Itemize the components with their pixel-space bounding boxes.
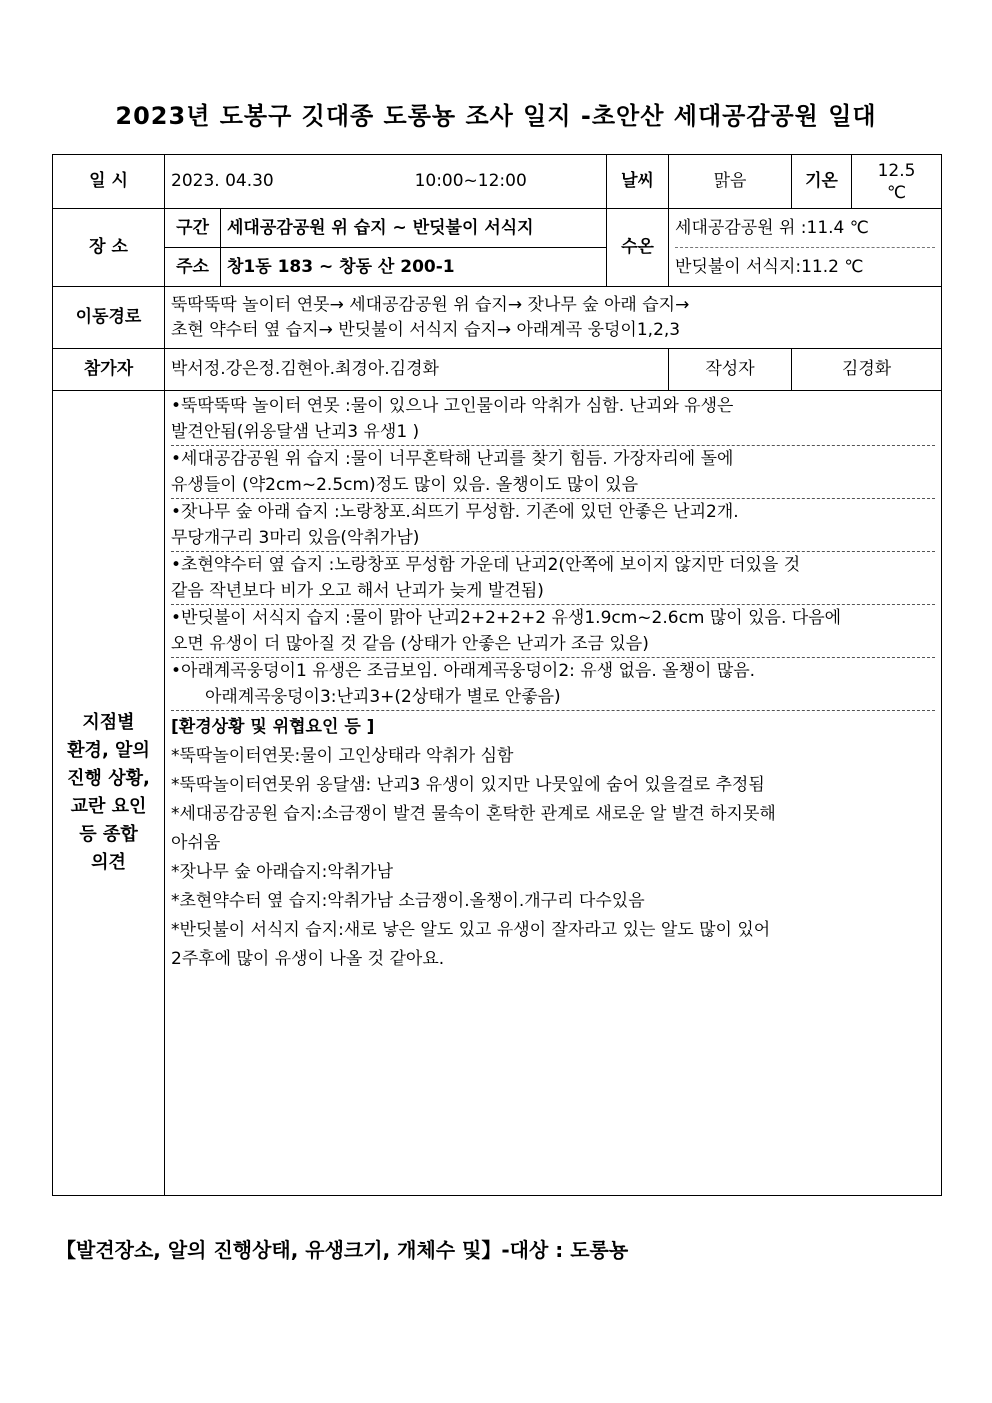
observations-label-line: 지점별	[82, 712, 135, 733]
airtemp-cell	[852, 155, 942, 209]
observation-line: •아래계곡웅덩이1 유생은 조금보임. 아래계곡웅덩이2: 유생 없음. 올챙이 많음.	[171, 661, 756, 681]
section-value: 세대공감공원 위 습지 ~ 반딧불이 서식지	[221, 209, 607, 248]
observation-line: •뚝딱뚝딱 놀이터 연못 :물이 있으나 고인물이라 악취가 심함. 난괴와 유생은	[171, 396, 734, 416]
observation-item	[171, 498, 935, 551]
weather-value: 맑음	[669, 155, 792, 209]
observation-item	[171, 551, 935, 604]
section-label: 구간	[165, 209, 221, 248]
watertemp-cell	[669, 209, 942, 287]
footer-caption: 【발견장소, 알의 진행상태, 유생크기, 개체수 및】-대상 : 도롱뇽	[56, 1238, 629, 1262]
participants-names: 박서정.강은정.김현아.최경아.김경화	[165, 349, 669, 391]
route-row	[53, 287, 942, 349]
route-line-2: 초현 약수터 옆 습지→ 반딧불이 서식지 습지→ 아래계곡 웅덩이1,2,3	[171, 319, 681, 340]
env-section	[171, 710, 935, 974]
author-label: 작성자	[669, 349, 792, 391]
location-label: 장 소	[53, 209, 165, 287]
observation-item	[171, 393, 935, 445]
observation-line: •반딧불이 서식지 습지 :물이 맑아 난괴2+2+2+2 유생1.9cm~2.6cm 많이 있음. 다음에	[171, 608, 842, 628]
observation-line: 아래계곡웅덩이3:난괴3+(2상태가 별로 안좋음)	[205, 687, 561, 707]
observation-line: 오면 유생이 더 많아질 것 같음 (상태가 안좋은 난괴가 조금 있음)	[171, 634, 649, 654]
env-line: *잣나무 숲 아래습지:악취가남	[171, 862, 394, 882]
observation-item	[171, 657, 935, 710]
route-label: 이동경로	[53, 287, 165, 349]
watertemp-1: 세대공감공원 위 :11.4 ℃	[675, 209, 935, 248]
participants-label: 참가자	[53, 349, 165, 391]
participants-row	[53, 349, 942, 391]
page-title: 2023년 도봉구 깃대종 도롱뇽 조사 일지 -초안산 세대공감공원 일대	[115, 102, 877, 130]
location-row-section	[53, 209, 942, 248]
observations-label-line: 교란 요인	[70, 796, 147, 817]
address-value: 창1동 183 ~ 창동 산 200-1	[221, 248, 607, 287]
airtemp-unit: ℃	[886, 182, 907, 203]
survey-time: 10:00~12:00	[414, 171, 527, 191]
env-line: 아쉬움	[171, 833, 221, 853]
watertemp-label: 수온	[607, 209, 669, 287]
airtemp-value: 12.5	[877, 160, 916, 181]
env-line: *반딧불이 서식지 습지:새로 낳은 알도 있고 유생이 잘자라고 있는 알도 많이 있어	[171, 920, 771, 940]
observations-label-line: 등 종합	[79, 824, 138, 845]
env-line: *뚝딱놀이터연못:물이 고인상태라 악취가 심함	[171, 746, 514, 766]
observations-label-line: 환경, 알의	[67, 740, 150, 761]
observation-line: •잣나무 숲 아래 습지 :노랑창포.쇠뜨기 무성함. 기존에 있던 안좋은 난괴2개.	[171, 502, 739, 522]
observations-label-line: 의견	[91, 852, 126, 873]
observations-label	[53, 391, 165, 1196]
survey-form-table	[52, 154, 942, 1196]
observation-line: 무당개구리 3마리 있음(악취가남)	[171, 528, 420, 548]
observations-label-line: 진행 상황,	[67, 768, 150, 789]
observations-cell	[165, 391, 942, 1196]
watertemp-2: 반딧불이 서식지:11.2 ℃	[675, 256, 864, 277]
datetime-label: 일 시	[53, 155, 165, 209]
observation-item	[171, 445, 935, 498]
env-line: *뚝딱놀이터연못위 옹달샘: 난괴3 유생이 있지만 나뭇잎에 숨어 있을걸로 추정됨	[171, 775, 765, 795]
datetime-row	[53, 155, 942, 209]
env-title: [환경상황 및 위협요인 등 ]	[171, 717, 375, 737]
observation-line: 유생들이 (약2cm~2.5cm)정도 많이 있음. 올챙이도 많이 있음	[171, 475, 639, 495]
observation-line: 같음 작년보다 비가 오고 해서 난괴가 늦게 발견됨)	[171, 581, 544, 601]
datetime-cell	[165, 155, 607, 209]
route-line-1: 뚝딱뚝딱 놀이터 연못→ 세대공감공원 위 습지→ 잣나무 숲 아래 습지→	[171, 294, 690, 315]
observation-item	[171, 604, 935, 657]
env-line: *초현약수터 옆 습지:악취가남 소금쟁이.올챙이.개구리 다수있음	[171, 891, 645, 911]
env-line: 2주후에 많이 유생이 나올 것 같아요.	[171, 949, 445, 969]
env-line: *세대공감공원 습지:소금쟁이 발견 물속이 혼탁한 관계로 새로운 알 발견 하지못해	[171, 804, 776, 824]
observation-line: 발견안됨(위옹달샘 난괴3 유생1 )	[171, 422, 420, 442]
observation-line: •세대공감공원 위 습지 :물이 너무혼탁해 난괴를 찾기 힘듬. 가장자리에 돌에	[171, 449, 734, 469]
observations-row	[53, 391, 942, 1196]
airtemp-label: 기온	[792, 155, 852, 209]
observation-line: •초현약수터 옆 습지 :노랑창포 무성함 가운데 난괴2(안쪽에 보이지 않지만 더있을 것	[171, 555, 801, 575]
route-cell	[165, 287, 942, 349]
address-label: 주소	[165, 248, 221, 287]
survey-date: 2023. 04.30	[171, 171, 274, 191]
weather-label: 날씨	[607, 155, 669, 209]
author-value: 김경화	[792, 349, 942, 391]
